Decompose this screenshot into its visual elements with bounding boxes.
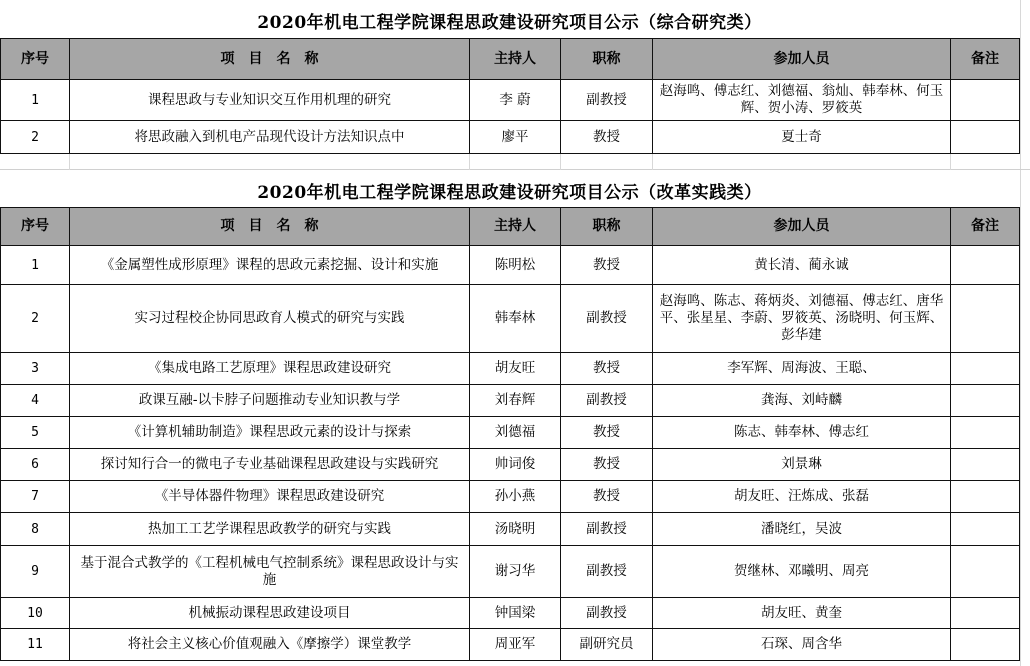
- cell-note: [951, 353, 1020, 385]
- table-row: [1, 449, 1020, 481]
- cell-note: [951, 417, 1020, 449]
- cell-rank: 副研究员: [561, 629, 653, 661]
- cell-members: 胡友旺、黄奎: [653, 598, 951, 629]
- cell-leader: 胡友旺: [470, 353, 561, 385]
- header-title-rank: 职称: [561, 208, 653, 246]
- table-row: [1, 546, 1020, 598]
- cell-rank: 副教授: [561, 513, 653, 546]
- cell-note: [951, 598, 1020, 629]
- cell-members: 胡友旺、汪炼成、张磊: [653, 481, 951, 513]
- header-note: 备注: [951, 39, 1020, 80]
- cell-project-name: 基于混合式教学的《工程机械电气控制系统》课程思政设计与实施: [70, 546, 470, 598]
- cell-members: 黄长清、蔺永诚: [653, 246, 951, 285]
- gridline: [652, 154, 653, 170]
- cell-members: 赵海鸣、傅志红、刘德福、翁灿、韩奉林、何玉辉、贺小涛、罗筱英: [653, 80, 951, 121]
- section-title-reform-practice: 2020年机电工程学院课程思政建设研究项目公示（改革实践类）: [257, 183, 762, 203]
- section-title-comprehensive: 2020年机电工程学院课程思政建设研究项目公示（综合研究类）: [257, 13, 762, 33]
- header-leader: 主持人: [470, 39, 561, 80]
- cell-leader: 周亚军: [470, 629, 561, 661]
- cell-note: [951, 449, 1020, 481]
- cell-rank: 副教授: [561, 285, 653, 353]
- cell-members: 石琛、周含华: [653, 629, 951, 661]
- cell-note: [951, 80, 1020, 121]
- cell-members: 贺继林、邓曦明、周亮: [653, 546, 951, 598]
- cell-no: 8: [1, 513, 70, 546]
- cell-members: 陈志、韩奉林、傅志红: [653, 417, 951, 449]
- table-row: [1, 481, 1020, 513]
- table-reform-practice: [0, 207, 1020, 661]
- cell-members: 夏士奇: [653, 121, 951, 154]
- cell-project-name: 实习过程校企协同思政育人模式的研究与实践: [70, 285, 470, 353]
- table-row: [1, 629, 1020, 661]
- gridline: [560, 154, 561, 170]
- table-row: [1, 121, 1020, 154]
- cell-rank: 教授: [561, 121, 653, 154]
- cell-rank: 教授: [561, 246, 653, 285]
- cell-project-name: 机械振动课程思政建设项目: [70, 598, 470, 629]
- cell-note: [951, 246, 1020, 285]
- header-row: [1, 208, 1020, 246]
- cell-project-name: 《金属塑性成形原理》课程的思政元素挖掘、设计和实施: [70, 246, 470, 285]
- header-project-name: 项 目 名 称: [70, 39, 470, 80]
- cell-no: 1: [1, 80, 70, 121]
- cell-rank: 副教授: [561, 80, 653, 121]
- cell-leader: 廖平: [470, 121, 561, 154]
- cell-leader: 韩奉林: [470, 285, 561, 353]
- cell-note: [951, 285, 1020, 353]
- header-row: [1, 39, 1020, 80]
- cell-note: [951, 481, 1020, 513]
- cell-no: 7: [1, 481, 70, 513]
- sheet-right-gridline: [1020, 0, 1030, 666]
- cell-no: 5: [1, 417, 70, 449]
- empty-sheet-row: [0, 154, 1030, 170]
- gridline: [469, 154, 470, 170]
- cell-members: 龚海、刘峙麟: [653, 385, 951, 417]
- table-row: [1, 513, 1020, 546]
- cell-rank: 教授: [561, 417, 653, 449]
- header-project-name: 项 目 名 称: [70, 208, 470, 246]
- header-note: 备注: [951, 208, 1020, 246]
- cell-leader: 陈明松: [470, 246, 561, 285]
- cell-rank: 教授: [561, 449, 653, 481]
- cell-members: 赵海鸣、陈志、蒋炳炎、刘德福、傅志红、唐华平、张星星、李蔚、罗筱英、汤晓明、何玉辉、彭华建: [653, 285, 951, 353]
- cell-leader: 帅词俊: [470, 449, 561, 481]
- cell-no: 4: [1, 385, 70, 417]
- cell-note: [951, 629, 1020, 661]
- table-row: [1, 246, 1020, 285]
- cell-note: [951, 546, 1020, 598]
- cell-rank: 副教授: [561, 385, 653, 417]
- table-row: [1, 598, 1020, 629]
- cell-no: 11: [1, 629, 70, 661]
- cell-project-name: 政课互融-以卡脖子问题推动专业知识教与学: [70, 385, 470, 417]
- header-leader: 主持人: [470, 208, 561, 246]
- cell-rank: 副教授: [561, 598, 653, 629]
- header-title-rank: 职称: [561, 39, 653, 80]
- cell-leader: 钟国梁: [470, 598, 561, 629]
- gridline: [69, 154, 70, 170]
- cell-members: 李军辉、周海波、王聪、: [653, 353, 951, 385]
- cell-leader: 刘春辉: [470, 385, 561, 417]
- table-row: [1, 417, 1020, 449]
- cell-no: 2: [1, 285, 70, 353]
- table-row: [1, 353, 1020, 385]
- header-members: 参加人员: [653, 208, 951, 246]
- table-comprehensive: [0, 38, 1020, 154]
- cell-rank: 教授: [561, 481, 653, 513]
- cell-no: 10: [1, 598, 70, 629]
- cell-no: 9: [1, 546, 70, 598]
- cell-project-name: 将社会主义核心价值观融入《摩擦学）课堂教学: [70, 629, 470, 661]
- cell-no: 1: [1, 246, 70, 285]
- cell-members: 潘晓红，吴波: [653, 513, 951, 546]
- table-row: [1, 80, 1020, 121]
- cell-leader: 刘德福: [470, 417, 561, 449]
- cell-project-name: 探讨知行合一的微电子专业基础课程思政建设与实践研究: [70, 449, 470, 481]
- cell-note: [951, 513, 1020, 546]
- cell-leader: 孙小燕: [470, 481, 561, 513]
- table-row: [1, 285, 1020, 353]
- cell-project-name: 《计算机辅助制造》课程思政元素的设计与探索: [70, 417, 470, 449]
- cell-project-name: 《集成电路工艺原理》课程思政建设研究: [70, 353, 470, 385]
- cell-members: 刘景琳: [653, 449, 951, 481]
- gridline: [950, 154, 951, 170]
- cell-note: [951, 385, 1020, 417]
- cell-project-name: 热加工工艺学课程思政教学的研究与实践: [70, 513, 470, 546]
- cell-leader: 汤晓明: [470, 513, 561, 546]
- header-members: 参加人员: [653, 39, 951, 80]
- header-no: 序号: [1, 39, 70, 80]
- cell-no: 6: [1, 449, 70, 481]
- header-no: 序号: [1, 208, 70, 246]
- table-row: [1, 385, 1020, 417]
- cell-no: 2: [1, 121, 70, 154]
- cell-leader: 李 蔚: [470, 80, 561, 121]
- cell-project-name: 《半导体器件物理》课程思政建设研究: [70, 481, 470, 513]
- cell-leader: 谢习华: [470, 546, 561, 598]
- cell-rank: 教授: [561, 353, 653, 385]
- cell-project-name: 将思政融入到机电产品现代设计方法知识点中: [70, 121, 470, 154]
- cell-note: [951, 121, 1020, 154]
- cell-no: 3: [1, 353, 70, 385]
- cell-project-name: 课程思政与专业知识交互作用机理的研究: [70, 80, 470, 121]
- cell-rank: 副教授: [561, 546, 653, 598]
